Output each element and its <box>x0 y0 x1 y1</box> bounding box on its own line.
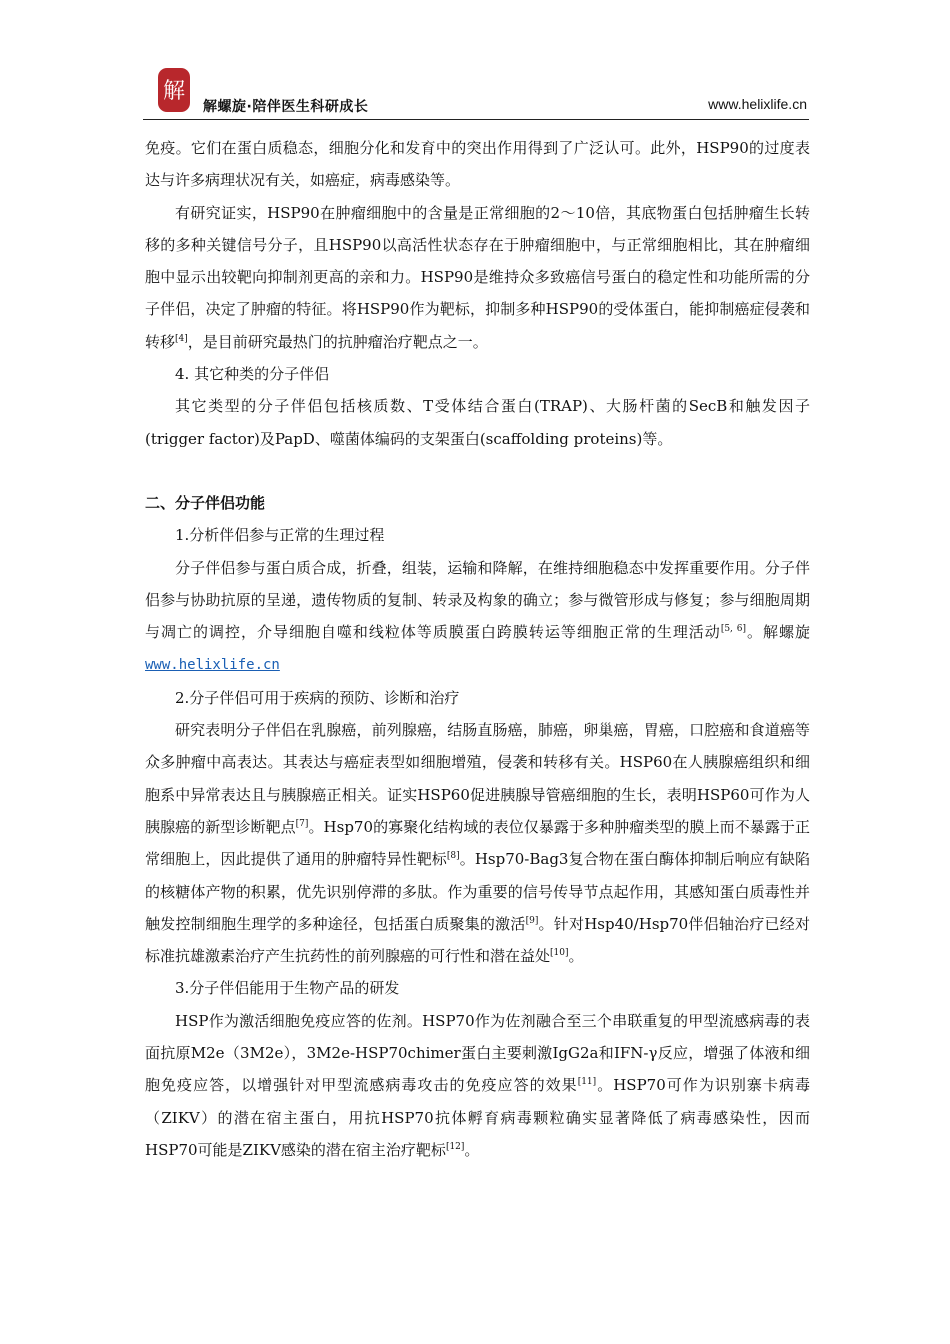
paragraph-6-text-a: HSP作为激活细胞免疫应答的佐剂。HSP70作为佐剂融合至三个串联重复的甲型流感病毒的表面抗原M2e（3M2e），3M2e-HSP70chimer蛋白主要刺激IgG2a和IFN-γ反应，增强了体液和细胞免疫应答，以增强针对甲型流感病毒攻击的免疫应答的效果 <box>145 1011 810 1095</box>
subheading-physiology-text: 1.分析伴侣参与正常的生理过程 <box>175 526 385 545</box>
subheading-bioproducts-text: 3.分子伴侣能用于生物产品的研发 <box>175 979 400 998</box>
section-spacer <box>145 455 810 487</box>
helixlife-logo-icon <box>157 66 191 114</box>
helixlife-link[interactable]: www.helixlife.cn <box>145 657 280 674</box>
citation-9[interactable]: [9] <box>525 915 539 926</box>
paragraph-5-text-c: 。Hsp70-Bag3复合物在蛋白酶体抑制后响应有缺陷的核糖体产物的积累，优先识别停滞的多肽。作为重要的信号传导节点起作用，其感知蛋白质毒性并触发控制细胞生理学的多种途径，包括蛋白质聚集的激活 <box>145 850 810 933</box>
paragraph-1-text: 免疫。它们在蛋白质稳态，细胞分化和发育中的突出作用得到了广泛认可。此外，HSP90的过度表达与许多病理状况有关，如癌症，病毒感染等。 <box>145 139 810 190</box>
paragraph-5-text-e: 。 <box>568 947 584 966</box>
subheading-physiology <box>145 519 810 551</box>
citation-10[interactable]: [10] <box>550 948 569 959</box>
paragraph-1 <box>145 132 810 197</box>
paragraph-6 <box>145 1005 810 1166</box>
svg-text:解: 解 <box>162 79 186 104</box>
paragraph-3-text: 其它类型的分子伴侣包括核质数、T受体结合蛋白(TRAP)、大肠杆菌的SecB和触发因子(trigger factor)及PapD、噬菌体编码的支架蛋白(scaffolding proteins)等。 <box>145 397 810 448</box>
citation-11[interactable]: [11] <box>577 1077 597 1088</box>
paragraph-6-text-b: 。HSP70可作为识别寨卡病毒（ZIKV）的潜在宿主蛋白，用抗HSP70抗体孵育病毒颗粒确实显著降低了病毒感染性，因而HSP70可能是ZIKV感染的潜在宿主治疗靶标 <box>145 1076 810 1159</box>
citation-12[interactable]: [12] <box>445 1141 465 1152</box>
paragraph-3 <box>145 390 810 455</box>
header-site-url[interactable]: www.helixlife.cn <box>708 96 807 112</box>
citation-5-6[interactable]: [5, 6] <box>720 624 747 635</box>
paragraph-5-text-a: 研究表明分子伴侣在乳腺癌，前列腺癌，结肠直肠癌，肺癌，卵巢癌，胃癌，口腔癌和食道癌等众多肿瘤中高表达。其表达与癌症表型如细胞增殖，侵袭和转移有关。HSP60在人胰腺癌组织和细胞系中异常表达且与胰腺癌正相关。证实HSP60促进胰腺导管癌细胞的生长，表明HSP60可作为人胰腺癌的新型诊断靶点 <box>145 721 810 836</box>
paragraph-5-text-d: 。针对Hsp40/Hsp70伴侣轴治疗已经对标准抗雄激素治疗产生抗药性的前列腺癌的可行性和潜在益处 <box>145 914 810 966</box>
page-header <box>143 60 809 122</box>
paragraph-2-tail: ，是目前研究最热门的抗肿瘤治疗靶点之一。 <box>187 332 488 351</box>
heading-other-chaperones-text: 4. 其它种类的分子伴侣 <box>175 365 330 384</box>
citation-7[interactable]: [7] <box>295 818 309 829</box>
document-body <box>145 132 810 1166</box>
paragraph-4 <box>145 552 810 682</box>
citation-4[interactable]: [4] <box>175 333 188 344</box>
paragraph-6-text-c: 。 <box>464 1140 480 1159</box>
paragraph-4-tail: 。解螺旋 <box>746 623 810 642</box>
paragraph-5-text-b: 。Hsp70的寡聚化结构域的表位仅暴露于多种肿瘤类型的膜上而不暴露于正常细胞上，因此提供了通用的肿瘤特异性靶标 <box>145 817 810 869</box>
paragraph-2 <box>145 197 810 358</box>
citation-8[interactable]: [8] <box>446 851 460 862</box>
heading-other-chaperones <box>145 358 810 390</box>
subheading-disease <box>145 682 810 714</box>
header-divider <box>143 119 809 120</box>
paragraph-5 <box>145 714 810 972</box>
section-heading-functions: 二、分子伴侣功能 <box>145 493 266 512</box>
subheading-disease-text: 2.分子伴侣可用于疾病的预防、诊断和治疗 <box>175 688 460 707</box>
subheading-bioproducts <box>145 972 810 1004</box>
paragraph-4-text: 分子伴侣参与蛋白质合成，折叠，组装，运输和降解，在维持细胞稳态中发挥重要作用。分子伴侣参与协助抗原的呈递，遗传物质的复制、转录及构象的确立；参与微管形成与修复；参与细胞周期与凋亡的调控，介导细胞自噬和线粒体等质膜蛋白跨膜转运等细胞正常的生理活动 <box>145 558 810 642</box>
brand-slogan: 解螺旋·陪伴医生科研成长 <box>203 99 369 115</box>
paragraph-2-text: 有研究证实，HSP90在肿瘤细胞中的含量是正常细胞的2～10倍，其底物蛋白包括肿瘤生长转移的多种关键信号分子，且HSP90以高活性状态存在于肿瘤细胞中，与正常细胞相比，其在肿瘤细胞中显示出较靶向抑制剂更高的亲和力。HSP90是维持众多致癌信号蛋白的稳定性和功能所需的分子伴侣，决定了肿瘤的特征。将HSP90作为靶标，抑制多种HSP90的受体蛋白，能抑制癌症侵袭和转移 <box>145 203 810 351</box>
